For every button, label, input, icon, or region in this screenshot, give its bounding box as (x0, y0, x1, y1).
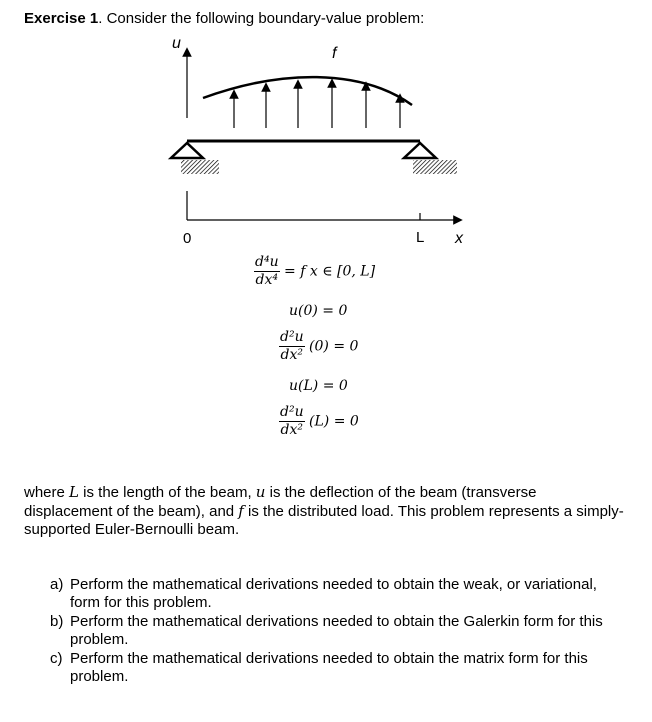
fraction-d4u-dx4 (254, 254, 280, 289)
fraction-numerator: d²u (280, 404, 304, 420)
right-support (404, 143, 457, 174)
exercise-number: Exercise 1 (24, 10, 99, 27)
task-marker: b) (50, 613, 64, 630)
para-text: is the deflection of the beam (transverse displacement of the beam), and (24, 484, 537, 520)
para-text: is the length of the beam, (79, 484, 256, 501)
bc-text: u(0) = 0 (289, 303, 348, 319)
bc-text: (L) = 0 (309, 413, 359, 430)
equation-beam (254, 254, 375, 289)
fraction-numerator: d⁴u (255, 254, 279, 270)
task-text: Perform the mathematical derivations needed to obtain the Galerkin form for this problem. (70, 613, 603, 648)
para-var-L: L (69, 483, 79, 501)
task-item-a (50, 576, 620, 612)
bc-text: u(L) = 0 (289, 378, 348, 394)
task-item-c (50, 650, 620, 686)
fraction-denominator: dx⁴ (255, 272, 279, 288)
exercise-intro: . Consider the following boundary-value problem: (98, 10, 425, 27)
para-var-f: f (238, 502, 244, 520)
beam-diagram (0, 0, 652, 260)
bc-u0 (289, 303, 347, 319)
fraction-numerator: d²u (280, 329, 304, 345)
para-text: is the distributed load. This problem represents a simply-supported Euler-Bernoulli beam. (24, 503, 624, 538)
description-paragraph (24, 483, 624, 539)
task-item-b (50, 613, 620, 649)
para-text: where (24, 484, 70, 501)
task-marker: a) (50, 576, 64, 593)
task-list (50, 576, 620, 687)
bc-uL (289, 378, 348, 394)
x-axis-label: x (455, 230, 463, 247)
task-marker: c) (50, 650, 63, 667)
bc-d2u0 (279, 329, 358, 364)
para-var-u: u (255, 483, 266, 501)
left-support (171, 143, 219, 174)
origin-label: 0 (183, 230, 192, 247)
bc-text: (0) = 0 (309, 338, 359, 355)
load-label: f (332, 45, 337, 62)
fraction-d2u-dx2 (279, 404, 305, 439)
load-arrows (234, 83, 400, 128)
bc-d2uL (279, 404, 359, 439)
fraction-d2u-dx2 (279, 329, 305, 364)
task-text: Perform the mathematical derivations needed to obtain the matrix form for this problem. (70, 650, 588, 685)
equation-rhs: = f x ∈ [0, L] (284, 263, 376, 280)
task-text: Perform the mathematical derivations needed to obtain the weak, or variational, form for this problem. (70, 576, 597, 611)
fraction-denominator: dx² (280, 422, 304, 438)
fraction-denominator: dx² (280, 347, 304, 363)
L-label: L (416, 229, 425, 246)
u-axis-label: u (172, 35, 181, 52)
